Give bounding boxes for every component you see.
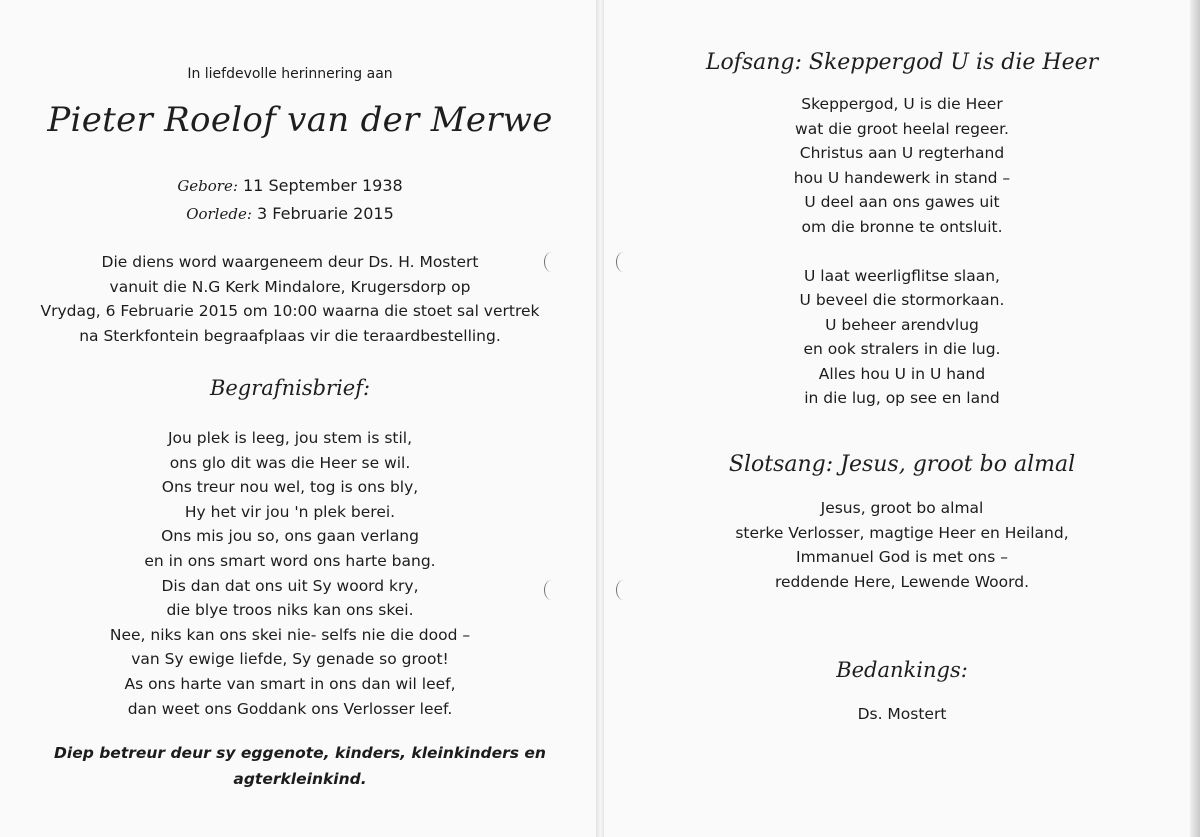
closing-line: Diep betreur deur sy eggenote, kinders, kleinkinders en: [54, 744, 546, 762]
right-page: [604, 0, 1200, 837]
deceased-name: Pieter Roelof van der Merwe: [47, 100, 553, 140]
poem-line: As ons harte van smart in ons dan wil leef,: [124, 674, 456, 693]
binding-hole: [544, 252, 559, 272]
poem-line: Dis dan dat ons uit Sy woord kry,: [161, 576, 419, 595]
poem-line: die blye troos niks kan ons skei.: [166, 601, 414, 620]
mourners-note: [10, 740, 590, 792]
letter-heading: Begrafnisbrief:: [209, 376, 371, 400]
closing-line: agterkleinkind.: [233, 770, 367, 788]
poem-line: en in ons smart word ons harte bang.: [144, 551, 436, 570]
poem-line: Nee, niks kan ons skei nie- selfs nie die dood –: [109, 625, 471, 644]
lyric-line: U laat weerligflitse slaan,: [804, 266, 1000, 285]
verse-gap: [604, 239, 1200, 264]
funeral-poem: [0, 426, 580, 721]
poem-line: Hy het vir jou 'n plek berei.: [184, 502, 396, 521]
lyric-line: Skeppergod, U is die Heer: [801, 95, 1003, 113]
intro-text: In liefdevolle herinnering aan: [187, 66, 393, 82]
poem-line: van Sy ewige liefde, Sy genade so groot!: [131, 650, 449, 669]
service-line: vanuit die N.G Kerk Mindalore, Krugersdorp op: [109, 277, 471, 296]
page-edge: [1190, 0, 1200, 837]
lyric-line: U beheer arendvlug: [825, 315, 979, 334]
lyric-line: en ook stralers in die lug.: [803, 340, 1001, 358]
binding-hole: [616, 252, 631, 272]
poem-line: Jou plek is leeg, jou stem is stil,: [167, 429, 413, 447]
service-details: [0, 250, 580, 348]
died-label: Oorlede:: [186, 205, 252, 223]
lyric-line: Christus aan U regterhand: [799, 144, 1005, 162]
poem-line: Ons mis jou so, ons gaan verlang: [161, 527, 419, 546]
thanks-text: Ds. Mostert: [857, 705, 947, 723]
hymn-heading: Lofsang: Skeppergod U is die Heer: [705, 50, 1099, 75]
lyric-line: reddende Here, Lewende Woord.: [774, 572, 1029, 591]
lyric-line: hou U handewerk in stand –: [793, 168, 1011, 187]
poem-line: ons glo dit was die Heer se wil.: [169, 453, 411, 472]
closing-hymn-lyrics: [604, 496, 1200, 594]
born-date: 11 September 1938: [243, 176, 403, 195]
closing-hymn-heading: Slotsang: Jesus, groot bo almal: [728, 452, 1076, 477]
died-line: [0, 200, 580, 228]
binding-hole: [544, 580, 559, 600]
lyric-line: Alles hou U in U hand: [818, 364, 986, 383]
binding-hole: [616, 580, 631, 600]
lyric-line: sterke Verlosser, magtige Heer en Heiland,: [735, 523, 1069, 542]
poem-line: Ons treur nou wel, tog is ons bly,: [161, 478, 419, 497]
hymn-lyrics: [604, 92, 1200, 411]
born-label: Gebore:: [177, 177, 238, 195]
service-line: na Sterkfontein begraafplaas vir die teraardbestelling.: [79, 326, 501, 345]
dates-block: [0, 172, 580, 228]
lyric-line: Immanuel God is met ons –: [796, 548, 1008, 566]
died-date: 3 Februarie 2015: [257, 204, 394, 223]
lyric-line: Jesus, groot bo almal: [820, 499, 984, 517]
lyric-line: in die lug, op see en land: [804, 389, 1000, 407]
poem-line: dan weet ons Goddank ons Verlosser leef.: [127, 699, 453, 718]
lyric-line: U deel aan ons gawes uit: [804, 193, 1000, 211]
lyric-line: U beveel die stormorkaan.: [799, 291, 1005, 309]
thanks-heading: Bedankings:: [836, 658, 968, 682]
service-line: Vrydag, 6 Februarie 2015 om 10:00 waarna die stoet sal vertrek: [40, 302, 540, 320]
lyric-line: om die bronne te ontsluit.: [801, 217, 1003, 236]
service-line: Die diens word waargeneem deur Ds. H. Mostert: [101, 253, 479, 271]
left-page: [0, 0, 598, 837]
born-line: [0, 172, 580, 200]
lyric-line: wat die groot heelal regeer.: [795, 119, 1009, 138]
